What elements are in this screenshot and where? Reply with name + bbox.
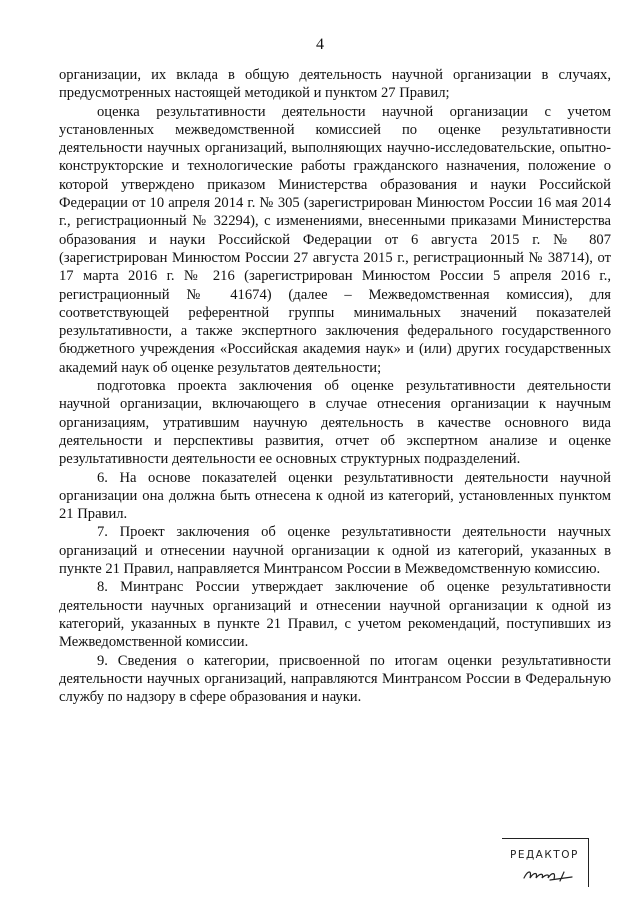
page-number: 4 [316, 36, 324, 53]
paragraph-item-9: 9. Сведения о категории, присвоенной по итогам оценки результативности деятельности научных организаций, направляются Минтрансом России в Федеральную службу по надзору в сфере образования и науки. [59, 652, 611, 706]
paragraph-item-6: 6. На основе показателей оценки результативности деятельности научной организации она должна быть отнесена к одной из категорий, установленных пунктом 21 Правил. [59, 469, 611, 523]
paragraph-evaluation: оценка результативности деятельности научной организации с учетом установленных межведомственной комиссией по оценке результативности деятельности научных организаций, выполняющих научно-исследовательские, опытно-конструкторские и технологические работы гражданского назначения, положение о которой утверждено приказом Министерства образования и науки Российской Федерации от 10 апреля 2014 г. № 305 (зарегистрирован Минюстом России 16 мая 2014 г., регистрационный № 32294), с изменениями, внесенными приказами Министерства образования и науки Российской Федерации от 6 августа 2015 г. № 807 (зарегистрирован Минюстом России 27 августа 2015 г., регистрационный № 38714), от 17 марта 2016 г. № 216 (зарегистрирован Минюстом России 5 апреля 2016 г., регистрационный № 41674) (далее – Межведомственная комиссия), для соответствующей референтной группы минимальных значений показателей результативности, а также экспертного заключения федерального государственного бюджетного учреждения «Российская академия наук» и (или) других государственных академий наук об оценке результатов деятельности; [59, 103, 611, 376]
signature-mark [520, 866, 580, 884]
document-body [59, 66, 611, 706]
editor-stamp-label: РЕДАКТОР [510, 849, 579, 861]
paragraph-preparation: подготовка проекта заключения об оценке результативности деятельности научной организации, включающего в случае отнесения организации к научным организациям, утратившим научную деятельность в качестве основного вида деятельности и перспективы развития, отчет об экспертном анализе и оценке результативности деятельности ее основных структурных подразделений. [59, 378, 611, 468]
editor-stamp [502, 838, 589, 887]
paragraph-item-7: 7. Проект заключения об оценке результативности деятельности научных организаций и отнесении научной организации к одной из категорий, указанных в пункте 21 Правил, направляется Минтрансом России в Межведомственную комиссию. [59, 524, 611, 578]
paragraph-item-8: 8. Минтранс России утверждает заключение об оценке результативности деятельности научных организаций и отнесении научной организации к одной из категорий, указанных в пункте 21 Правил, с учетом рекомендаций, поступивших из Межведомственной комиссии. [59, 579, 611, 651]
paragraph-continuation: организации, их вклада в общую деятельность научной организации в случаях, предусмотренных настоящей методикой и пунктом 27 Правил; [59, 67, 611, 102]
